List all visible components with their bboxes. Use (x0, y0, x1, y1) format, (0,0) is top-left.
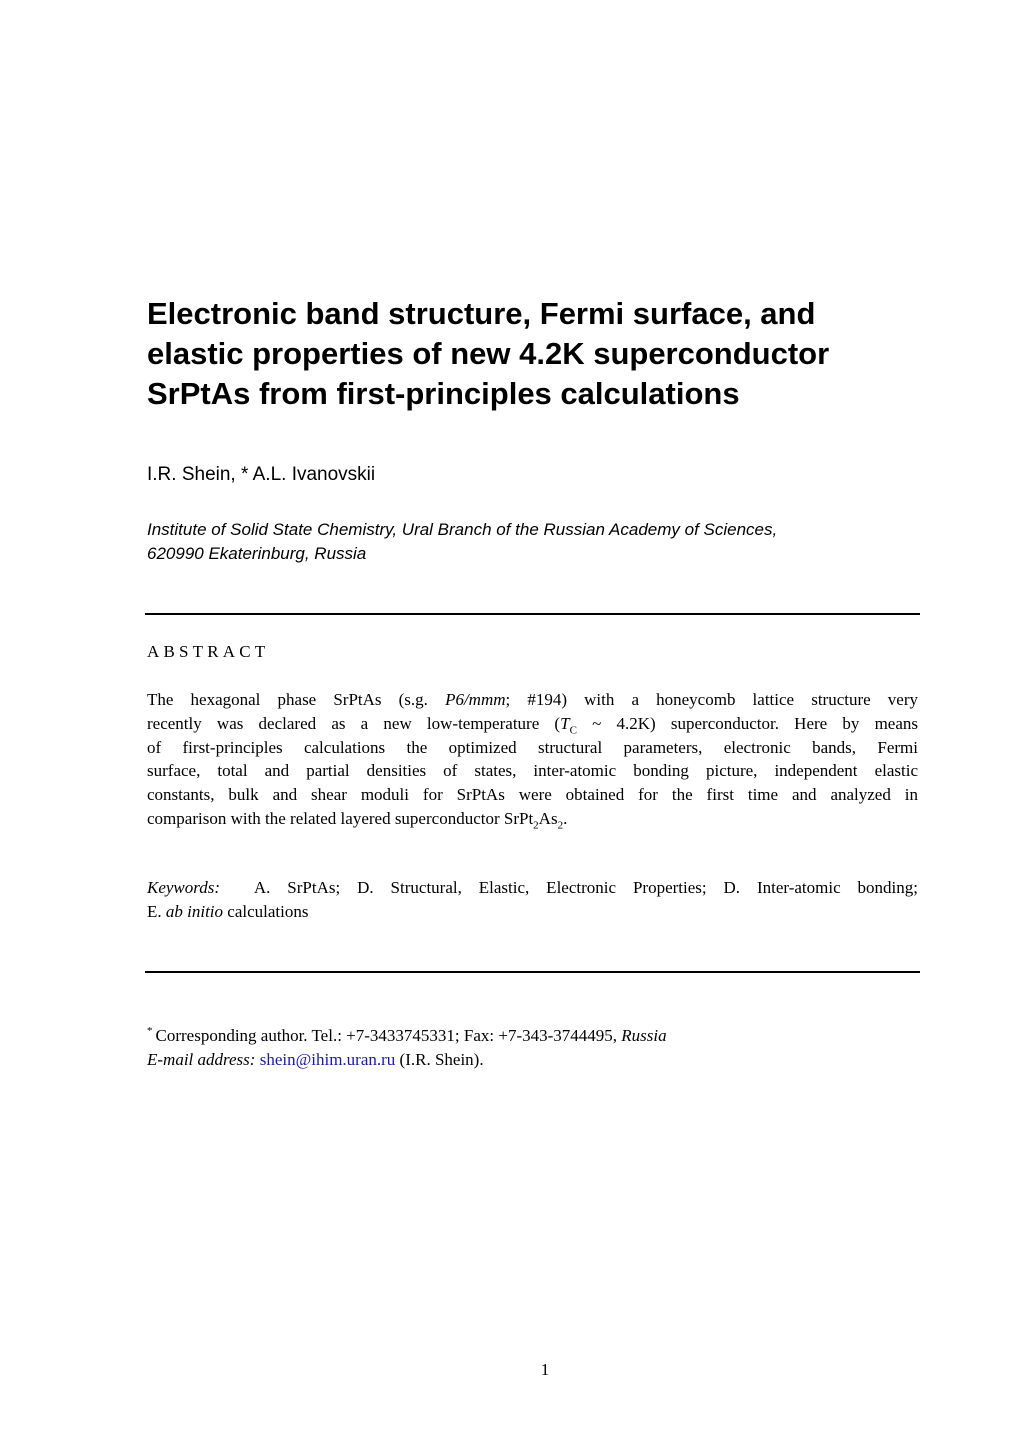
title-line: Electronic band structure, Fermi surface, and (147, 296, 816, 331)
affiliation-line: 620990 Ekaterinburg, Russia (147, 544, 367, 563)
abstract-line: recently was declared as a new low-temperature ($T_C$ ~ 4.2K) superconductor. Here by means (147, 713, 919, 737)
title-line: SrPtAs from first-principles calculations (147, 376, 740, 411)
author-list: I.R. Shein, * A.L. Ivanovskii (147, 464, 376, 485)
abstract-text (147, 688, 918, 831)
abstract-line: The hexagonal phase SrPtAs (s.g. P6/mmm; #194) with a honeycomb lattice structure very (147, 690, 919, 709)
affiliation-line: Institute of Solid State Chemistry, Ural Branch of the Russian Academy of Sciences, (147, 520, 778, 539)
abstract-heading: ABSTRACT (147, 642, 270, 661)
keywords-line: E. ab initio calculations (147, 902, 309, 921)
footnote-mark: * (147, 1025, 153, 1038)
abstract-line: of first-principles calculations the optimized structural parameters, electronic bands, Fermi (147, 737, 918, 757)
corresponding-author-footnote (147, 1024, 847, 1072)
footnote-line: E-mail address: shein@ihim.uran.ru (I.R. Shein). (147, 1050, 484, 1069)
abstract-line: surface, total and partial densities of states, inter-atomic bonding picture, independent elastic (147, 761, 918, 781)
keywords-line: Keywords: A. SrPtAs; D. Structural, Elastic, Electronic Properties; D. Inter-atomic bonding; (147, 878, 918, 897)
email-link[interactable]: shein@ihim.uran.ru (259, 1050, 396, 1069)
footnote-line: * Corresponding author. Tel.: +7-3433745331; Fax: +7-343-3744495, Russia (147, 1025, 667, 1045)
affiliation (147, 518, 922, 566)
keywords-label: Keywords: (147, 878, 221, 897)
tc-symbol: T (560, 713, 570, 733)
space-group: P6/mmm (445, 690, 506, 709)
abstract-line: constants, bulk and shear moduli for SrPtAs were obtained for the first time and analyzed in (147, 785, 918, 805)
section-divider-top (145, 613, 920, 615)
page-number: 1 (540, 1360, 550, 1379)
keywords (147, 876, 918, 924)
paper-title (147, 294, 907, 414)
abstract-line: comparison with the related layered superconductor $SrPt_2As_2$. (147, 808, 568, 832)
title-line: elastic properties of new 4.2K superconductor (147, 336, 830, 371)
email-label: E-mail address: (147, 1050, 256, 1069)
section-divider-bottom (145, 971, 920, 973)
